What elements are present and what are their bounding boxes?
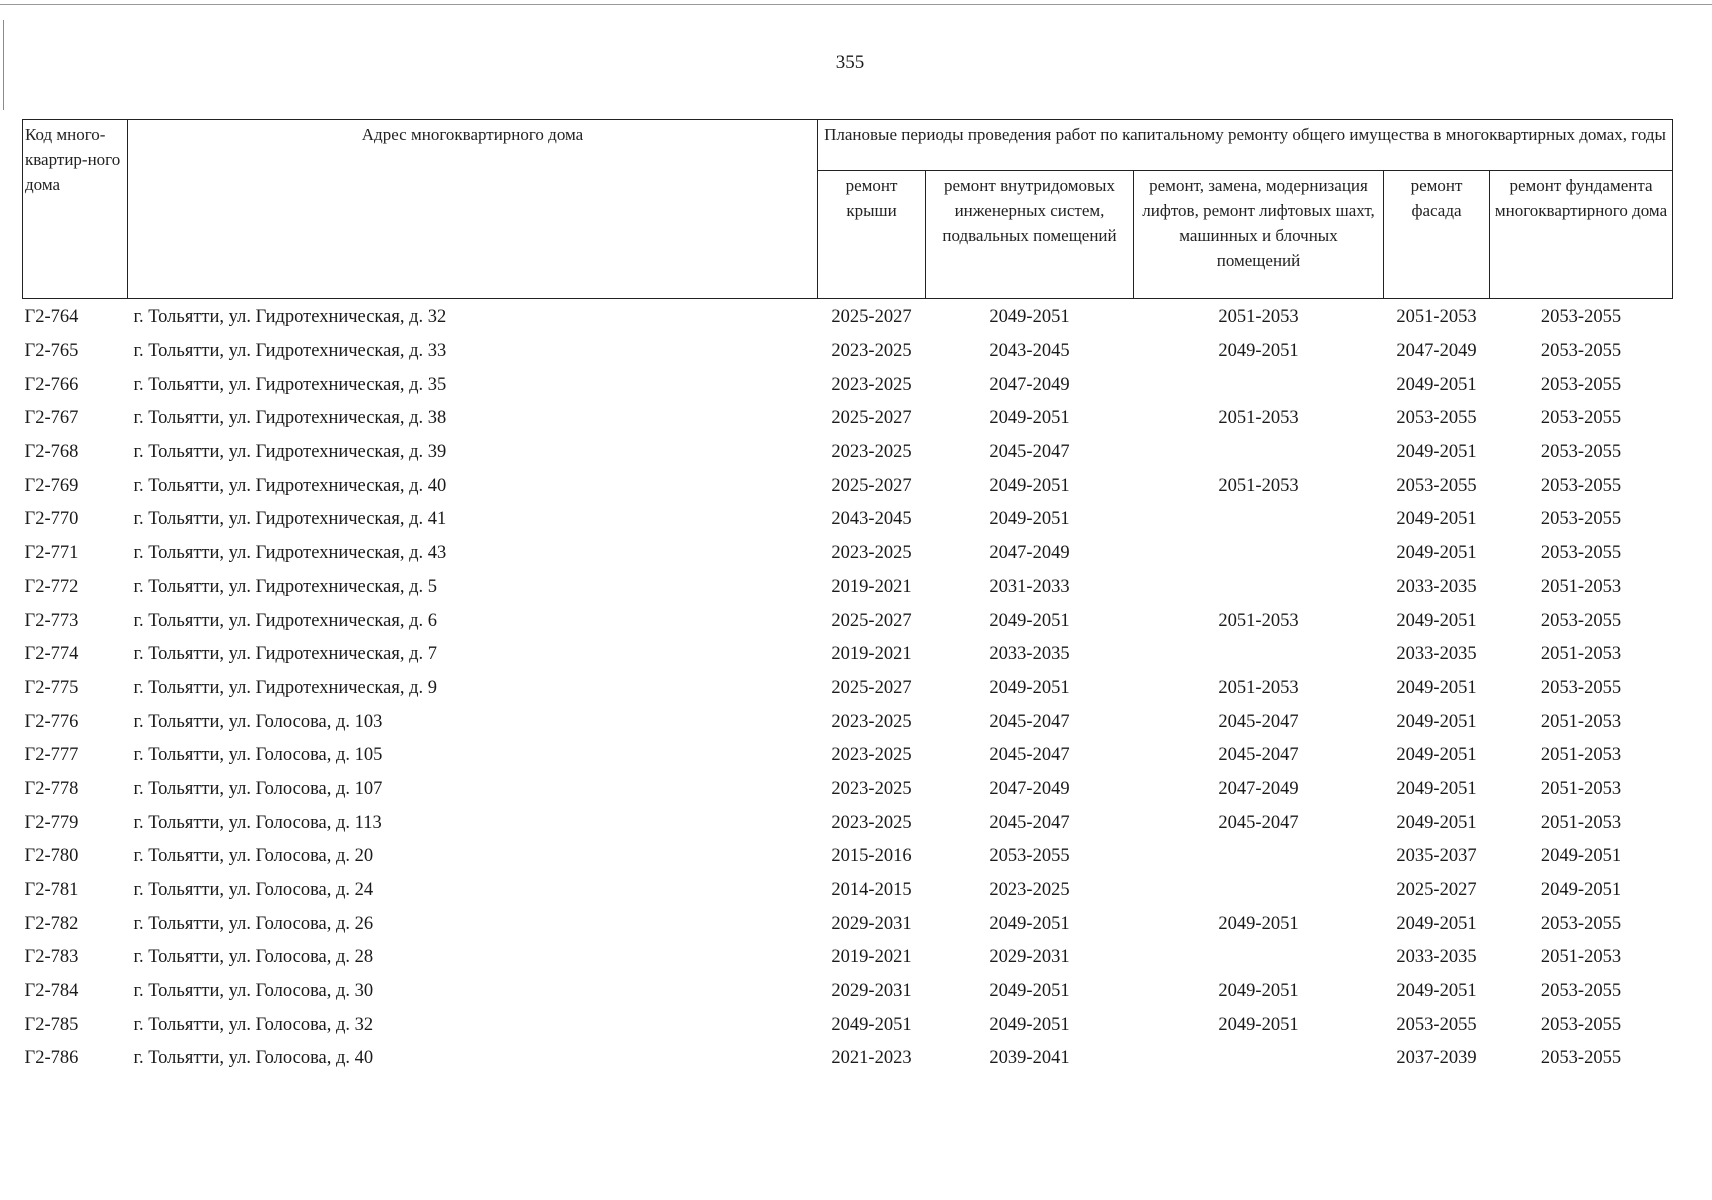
cell-foundation: 2051-2053 — [1540, 947, 1622, 968]
cell-lifts — [1134, 941, 1384, 975]
scan-margin-line — [3, 20, 4, 110]
table-row — [23, 840, 1673, 874]
cell-address: г. Тольятти, ул. Голосова, д. 32 — [133, 1014, 374, 1035]
cell-roof: 2019-2021 — [831, 947, 912, 968]
cell-code: Г2-782 — [24, 913, 79, 934]
table-row — [23, 672, 1673, 706]
cell-roof: 2023-2025 — [831, 442, 912, 463]
cell-address: г. Тольятти, ул. Голосова, д. 26 — [133, 913, 374, 934]
cell-code: Г2-773 — [24, 610, 79, 631]
cell-roof: 2025-2027 — [831, 408, 912, 429]
table-row — [23, 1008, 1673, 1042]
cell-roof: 2023-2025 — [831, 543, 912, 564]
cell-lifts: 2045-2047 — [1218, 745, 1299, 766]
cell-facade: 2035-2037 — [1396, 846, 1477, 867]
cell-foundation: 2053-2055 — [1540, 913, 1622, 934]
cell-facade: 2049-2051 — [1396, 509, 1477, 530]
cell-roof: 2014-2015 — [831, 880, 912, 901]
header-code: Код много-квартир-ного дома — [23, 120, 128, 299]
cell-code: Г2-771 — [24, 543, 79, 564]
cell-roof: 2021-2023 — [831, 1048, 912, 1069]
cell-roof: 2025-2027 — [831, 610, 912, 631]
cell-code: Г2-765 — [24, 341, 79, 362]
cell-engineering: 2049-2051 — [989, 677, 1070, 698]
cell-foundation: 2053-2055 — [1540, 981, 1622, 1002]
table-row — [23, 335, 1673, 369]
cell-roof: 2015-2016 — [831, 846, 912, 867]
cell-foundation: 2051-2053 — [1540, 711, 1622, 732]
cell-engineering: 2049-2051 — [989, 610, 1070, 631]
cell-address: г. Тольятти, ул. Голосова, д. 105 — [133, 745, 383, 766]
table-row — [23, 469, 1673, 503]
header-facade: ремонт фасада — [1384, 171, 1490, 299]
cell-lifts: 2045-2047 — [1218, 812, 1299, 833]
cell-roof: 2025-2027 — [831, 677, 912, 698]
cell-address: г. Тольятти, ул. Гидротехническая, д. 33 — [133, 341, 447, 362]
page-number: 355 — [835, 52, 865, 73]
cell-engineering: 2045-2047 — [989, 812, 1070, 833]
cell-address: г. Тольятти, ул. Гидротехническая, д. 43 — [133, 543, 447, 564]
header-planned-periods: Плановые периоды проведения работ по капитальному ремонту общего имущества в многоквартирных домах, годы — [818, 120, 1673, 171]
cell-address: г. Тольятти, ул. Гидротехническая, д. 38 — [133, 408, 447, 429]
cell-code: Г2-772 — [24, 576, 79, 597]
table-row — [23, 402, 1673, 436]
cell-address: г. Тольятти, ул. Голосова, д. 30 — [133, 981, 374, 1002]
cell-code: Г2-783 — [24, 947, 79, 968]
cell-foundation: 2053-2055 — [1540, 341, 1622, 362]
cell-engineering: 2047-2049 — [989, 543, 1070, 564]
cell-foundation: 2051-2053 — [1540, 644, 1622, 665]
cell-facade: 2053-2055 — [1396, 1014, 1477, 1035]
cell-foundation: 2051-2053 — [1540, 812, 1622, 833]
cell-address: г. Тольятти, ул. Гидротехническая, д. 5 — [133, 576, 438, 597]
cell-code: Г2-764 — [24, 307, 79, 328]
cell-address: г. Тольятти, ул. Гидротехническая, д. 9 — [133, 677, 438, 698]
cell-lifts — [1134, 638, 1384, 672]
cell-roof: 2029-2031 — [831, 981, 912, 1002]
cell-roof: 2049-2051 — [831, 1014, 912, 1035]
table-row — [23, 503, 1673, 537]
cell-code: Г2-767 — [24, 408, 79, 429]
cell-code: Г2-779 — [24, 812, 79, 833]
cell-address: г. Тольятти, ул. Гидротехническая, д. 40 — [133, 475, 447, 496]
table-row — [23, 806, 1673, 840]
cell-foundation: 2051-2053 — [1540, 778, 1622, 799]
cell-roof: 2025-2027 — [831, 307, 912, 328]
cell-lifts: 2051-2053 — [1218, 610, 1299, 631]
cell-roof: 2023-2025 — [831, 778, 912, 799]
cell-engineering: 2049-2051 — [989, 913, 1070, 934]
cell-lifts: 2049-2051 — [1218, 1014, 1299, 1035]
cell-engineering: 2047-2049 — [989, 374, 1070, 395]
table-row — [23, 537, 1673, 571]
cell-facade: 2053-2055 — [1396, 475, 1477, 496]
cell-facade: 2033-2035 — [1396, 576, 1477, 597]
cell-facade: 2049-2051 — [1396, 913, 1477, 934]
cell-facade: 2033-2035 — [1396, 947, 1477, 968]
cell-foundation: 2053-2055 — [1540, 677, 1622, 698]
cell-facade: 2053-2055 — [1396, 408, 1477, 429]
cell-engineering: 2039-2041 — [989, 1048, 1070, 1069]
cell-code: Г2-770 — [24, 509, 79, 530]
cell-facade: 2033-2035 — [1396, 644, 1477, 665]
cell-facade: 2049-2051 — [1396, 610, 1477, 631]
cell-address: г. Тольятти, ул. Голосова, д. 113 — [133, 812, 382, 833]
cell-foundation: 2053-2055 — [1540, 408, 1622, 429]
cell-roof: 2043-2045 — [831, 509, 912, 530]
cell-code: Г2-781 — [24, 880, 79, 901]
cell-engineering: 2023-2025 — [989, 880, 1070, 901]
cell-engineering: 2031-2033 — [989, 576, 1070, 597]
cell-foundation: 2053-2055 — [1540, 1014, 1622, 1035]
cell-lifts: 2051-2053 — [1218, 408, 1299, 429]
table-row — [23, 638, 1673, 672]
cell-facade: 2051-2053 — [1396, 307, 1477, 328]
cell-engineering: 2047-2049 — [989, 778, 1070, 799]
cell-facade: 2047-2049 — [1396, 341, 1477, 362]
cell-address: г. Тольятти, ул. Гидротехническая, д. 32 — [133, 307, 447, 328]
cell-engineering: 2033-2035 — [989, 644, 1070, 665]
cell-roof: 2029-2031 — [831, 913, 912, 934]
repair-schedule-table — [22, 119, 1673, 1076]
cell-facade: 2049-2051 — [1396, 812, 1477, 833]
cell-foundation: 2053-2055 — [1540, 475, 1622, 496]
table-body — [23, 299, 1673, 1076]
cell-engineering: 2053-2055 — [989, 846, 1070, 867]
table-row — [23, 436, 1673, 470]
cell-roof: 2023-2025 — [831, 341, 912, 362]
header-roof: ремонт крыши — [818, 171, 926, 299]
cell-engineering: 2049-2051 — [989, 475, 1070, 496]
cell-address: г. Тольятти, ул. Гидротехническая, д. 6 — [133, 610, 438, 631]
cell-code: Г2-780 — [24, 846, 79, 867]
cell-address: г. Тольятти, ул. Голосова, д. 20 — [133, 846, 374, 867]
cell-address: г. Тольятти, ул. Голосова, д. 103 — [133, 711, 383, 732]
cell-code: Г2-774 — [24, 644, 79, 665]
table-row — [23, 739, 1673, 773]
cell-code: Г2-784 — [24, 981, 79, 1002]
cell-lifts: 2045-2047 — [1218, 711, 1299, 732]
table-row — [23, 874, 1673, 908]
cell-roof: 2023-2025 — [831, 745, 912, 766]
header-address: Адрес многоквартирного дома — [128, 120, 818, 299]
cell-code: Г2-786 — [24, 1048, 79, 1069]
cell-roof: 2019-2021 — [831, 576, 912, 597]
cell-lifts: 2051-2053 — [1218, 307, 1299, 328]
table-row — [23, 773, 1673, 807]
cell-engineering: 2045-2047 — [989, 745, 1070, 766]
cell-facade: 2049-2051 — [1396, 374, 1477, 395]
cell-code: Г2-776 — [24, 711, 79, 732]
cell-foundation: 2053-2055 — [1540, 374, 1622, 395]
cell-lifts — [1134, 436, 1384, 470]
cell-engineering: 2045-2047 — [989, 442, 1070, 463]
cell-address: г. Тольятти, ул. Голосова, д. 107 — [133, 778, 383, 799]
cell-lifts — [1134, 368, 1384, 402]
cell-code: Г2-778 — [24, 778, 79, 799]
cell-facade: 2049-2051 — [1396, 981, 1477, 1002]
cell-facade: 2025-2027 — [1396, 880, 1477, 901]
cell-engineering: 2049-2051 — [989, 509, 1070, 530]
cell-facade: 2049-2051 — [1396, 543, 1477, 564]
cell-lifts: 2051-2053 — [1218, 475, 1299, 496]
cell-roof: 2023-2025 — [831, 812, 912, 833]
scan-edge-line — [0, 4, 1712, 5]
cell-foundation: 2053-2055 — [1540, 1048, 1622, 1069]
cell-address: г. Тольятти, ул. Голосова, д. 40 — [133, 1048, 374, 1069]
cell-foundation: 2049-2051 — [1540, 880, 1622, 901]
cell-address: г. Тольятти, ул. Гидротехническая, д. 41 — [133, 509, 447, 530]
cell-foundation: 2053-2055 — [1540, 509, 1622, 530]
header-foundation: ремонт фундамента многоквартирного дома — [1490, 171, 1673, 299]
cell-foundation: 2053-2055 — [1540, 442, 1622, 463]
cell-foundation: 2053-2055 — [1540, 543, 1622, 564]
cell-engineering: 2049-2051 — [989, 1014, 1070, 1035]
cell-foundation: 2053-2055 — [1540, 610, 1622, 631]
table-row — [23, 604, 1673, 638]
table-row — [23, 1042, 1673, 1076]
cell-roof: 2025-2027 — [831, 475, 912, 496]
cell-foundation: 2053-2055 — [1540, 307, 1622, 328]
cell-engineering: 2049-2051 — [989, 408, 1070, 429]
cell-lifts — [1134, 1042, 1384, 1076]
table-row — [23, 299, 1673, 335]
cell-lifts: 2049-2051 — [1218, 913, 1299, 934]
cell-roof: 2019-2021 — [831, 644, 912, 665]
cell-code: Г2-769 — [24, 475, 79, 496]
cell-engineering: 2049-2051 — [989, 981, 1070, 1002]
cell-roof: 2023-2025 — [831, 374, 912, 395]
table-header — [23, 120, 1673, 299]
cell-engineering: 2029-2031 — [989, 947, 1070, 968]
cell-address: г. Тольятти, ул. Гидротехническая, д. 35 — [133, 374, 447, 395]
cell-engineering: 2045-2047 — [989, 711, 1070, 732]
cell-code: Г2-768 — [24, 442, 79, 463]
cell-lifts — [1134, 840, 1384, 874]
table-row — [23, 975, 1673, 1009]
cell-lifts: 2049-2051 — [1218, 341, 1299, 362]
cell-lifts: 2047-2049 — [1218, 778, 1299, 799]
cell-code: Г2-785 — [24, 1014, 79, 1035]
cell-facade: 2049-2051 — [1396, 677, 1477, 698]
cell-address: г. Тольятти, ул. Гидротехническая, д. 39 — [133, 442, 447, 463]
cell-foundation: 2049-2051 — [1540, 846, 1622, 867]
cell-engineering: 2043-2045 — [989, 341, 1070, 362]
table-row — [23, 907, 1673, 941]
cell-facade: 2049-2051 — [1396, 711, 1477, 732]
header-lifts: ремонт, замена, модернизация лифтов, ремонт лифтовых шахт, машинных и блочных помещений — [1134, 171, 1384, 299]
cell-address: г. Тольятти, ул. Голосова, д. 24 — [133, 880, 374, 901]
table-row — [23, 571, 1673, 605]
table-row — [23, 705, 1673, 739]
cell-address: г. Тольятти, ул. Голосова, д. 28 — [133, 947, 374, 968]
cell-facade: 2049-2051 — [1396, 442, 1477, 463]
cell-foundation: 2051-2053 — [1540, 576, 1622, 597]
cell-facade: 2037-2039 — [1396, 1048, 1477, 1069]
table-row — [23, 941, 1673, 975]
cell-foundation: 2051-2053 — [1540, 745, 1622, 766]
cell-facade: 2049-2051 — [1396, 778, 1477, 799]
cell-code: Г2-766 — [24, 374, 79, 395]
cell-facade: 2049-2051 — [1396, 745, 1477, 766]
cell-lifts — [1134, 503, 1384, 537]
cell-lifts: 2049-2051 — [1218, 981, 1299, 1002]
header-engineering: ремонт внутридомовых инженерных систем, подвальных помещений — [926, 171, 1134, 299]
cell-address: г. Тольятти, ул. Гидротехническая, д. 7 — [133, 644, 438, 665]
table-row — [23, 368, 1673, 402]
cell-lifts — [1134, 571, 1384, 605]
cell-lifts: 2051-2053 — [1218, 677, 1299, 698]
cell-code: Г2-777 — [24, 745, 79, 766]
cell-code: Г2-775 — [24, 677, 79, 698]
cell-engineering: 2049-2051 — [989, 307, 1070, 328]
cell-lifts — [1134, 874, 1384, 908]
cell-roof: 2023-2025 — [831, 711, 912, 732]
cell-lifts — [1134, 537, 1384, 571]
